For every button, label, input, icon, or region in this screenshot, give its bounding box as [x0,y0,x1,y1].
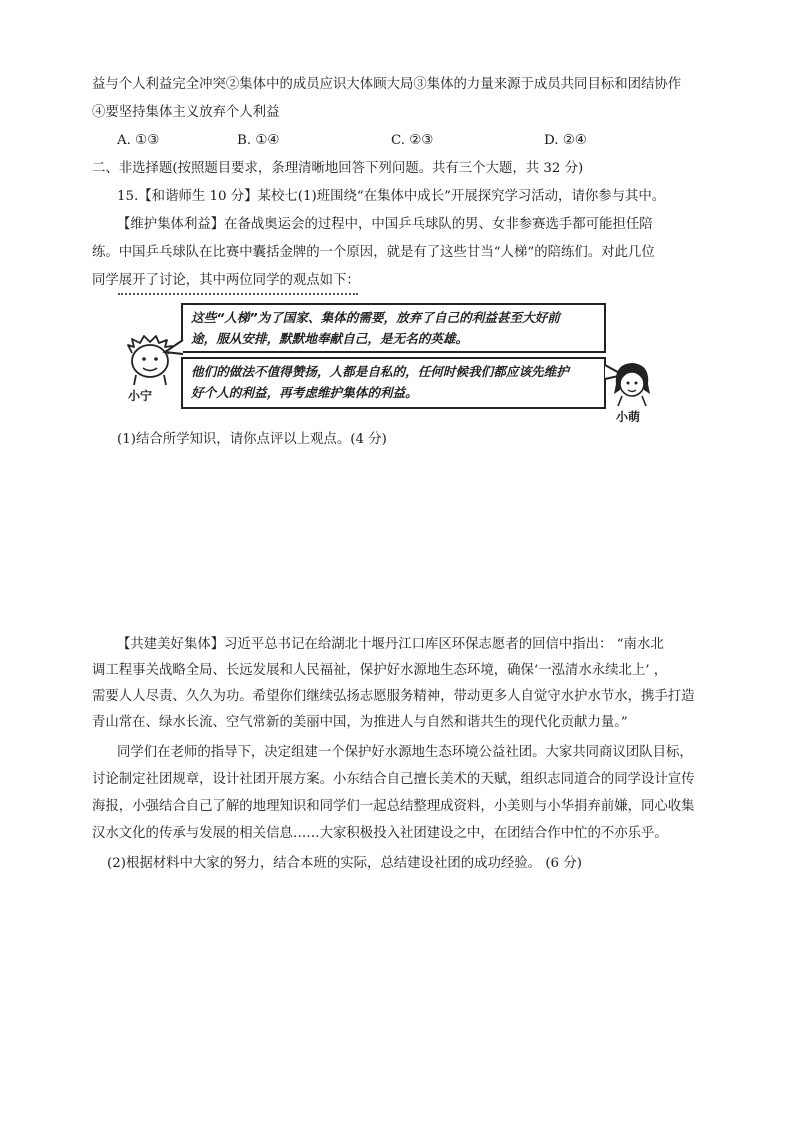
bubble-1-line-2: 途，服从安排，默默地奉献自己，是无名的英雄。 [191,331,469,346]
q15-para1-line-2: 练。中国乒乓球队在比赛中囊括金牌的一个原因，就是有了这些甘当“人梯”的陪练们。对此几位 [92,245,655,260]
bubble-1-line-1: 这些“人梯”为了国家、集体的需要，放弃了自己的利益甚至大好前 [191,310,560,325]
speech-bubble-xiaoning [181,303,606,353]
bubble-1-tail [165,340,185,356]
q15-para1-line-3: 同学展开了讨论，其中两位同学的观点如下： [92,273,360,288]
q15-para3-line-4: 汉水文化的传承与发展的相关信息……大家积极投入社团建设之中，在团结合作中忙的不亦乐乎。 [92,826,668,841]
q14-statement-line-2: ④要坚持集体主义放弃个人利益 [92,105,280,120]
q14-statement-line-1: 益与个人利益完全冲突②集体中的成员应识大体顾大局③集体的力量来源于成员共同目标和团结协作 [92,77,682,92]
q15-para2-line-3: 需要人人尽责、久久为功。希望你们继续弘扬志愿服务精神，带动更多人自觉守水护水节水，携手打造 [92,689,695,704]
option-c: C. ②③ [391,133,434,148]
scan-artifact [118,293,358,298]
q15-para1-line-1: 【维护集体利益】在备战奥运会的过程中，中国乒乓球队的男、女非参赛选手都可能担任陪 [117,217,653,232]
q15-title: 15.【和谐师生 10 分】某校七(1)班围绕“在集体中成长”开展探究学习活动，请你参与其中。 [117,189,666,204]
q15-para3-line-3: 海报，小强结合自己了解的地理知识和同学们一起总结整理成资料，小美则与小华捐弃前嫌，同心收集 [92,799,695,814]
option-d: D. ②④ [544,133,587,148]
student-name-xiaomeng: 小萌 [616,410,641,424]
girl-avatar-icon [610,360,654,406]
option-b: B. ①④ [237,133,280,148]
bubble-2-line-1: 他们的做法不值得赞扬，人都是自私的，任何时候我们都应该先维护 [191,364,569,379]
q15-para3-line-1: 同学们在老师的指导下，决定组建一个保护好水源地生态环境公益社团。大家共同商议团队目标， [117,745,693,760]
q15-para3-line-2: 讨论制定社团规章，设计社团开展方案。小东结合自己擅长美术的天赋，组织志同道合的同学设计宣传 [92,772,695,787]
speech-bubble-xiaomeng [181,357,606,409]
bubble-2-line-2: 好个人的利益，再考虑维护集体的利益。 [191,385,418,400]
section-heading: 二、非选择题(按照题目要求，条理清晰地回答下列问题。共有三个大题，共 32 分) [92,161,584,176]
sub-question-1: (1)结合所学知识，请你点评以上观点。(4 分) [117,432,387,447]
q15-para2-line-1: 【共建美好集体】习近平总书记在给湖北十堰丹江口库区环保志愿者的回信中指出： “南水北 [117,637,664,652]
sub-question-2: (2)根据材料中大家的努力，结合本班的实际，总结建设社团的成功经验。 (6 分) [107,856,582,871]
option-a: A. ①③ [117,133,160,148]
student-name-xiaoning: 小宁 [128,389,153,403]
q15-para2-line-2: 调工程事关战略全局、长远发展和人民福祉，保护好水源地生态环境，确保‘一泓清水永续北上’ ， [92,663,668,678]
q15-para2-line-4: 青山常在、绿水长流、空气常新的美丽中国，为推进人与自然和谐共生的现代化贡献力量。” [92,715,628,730]
